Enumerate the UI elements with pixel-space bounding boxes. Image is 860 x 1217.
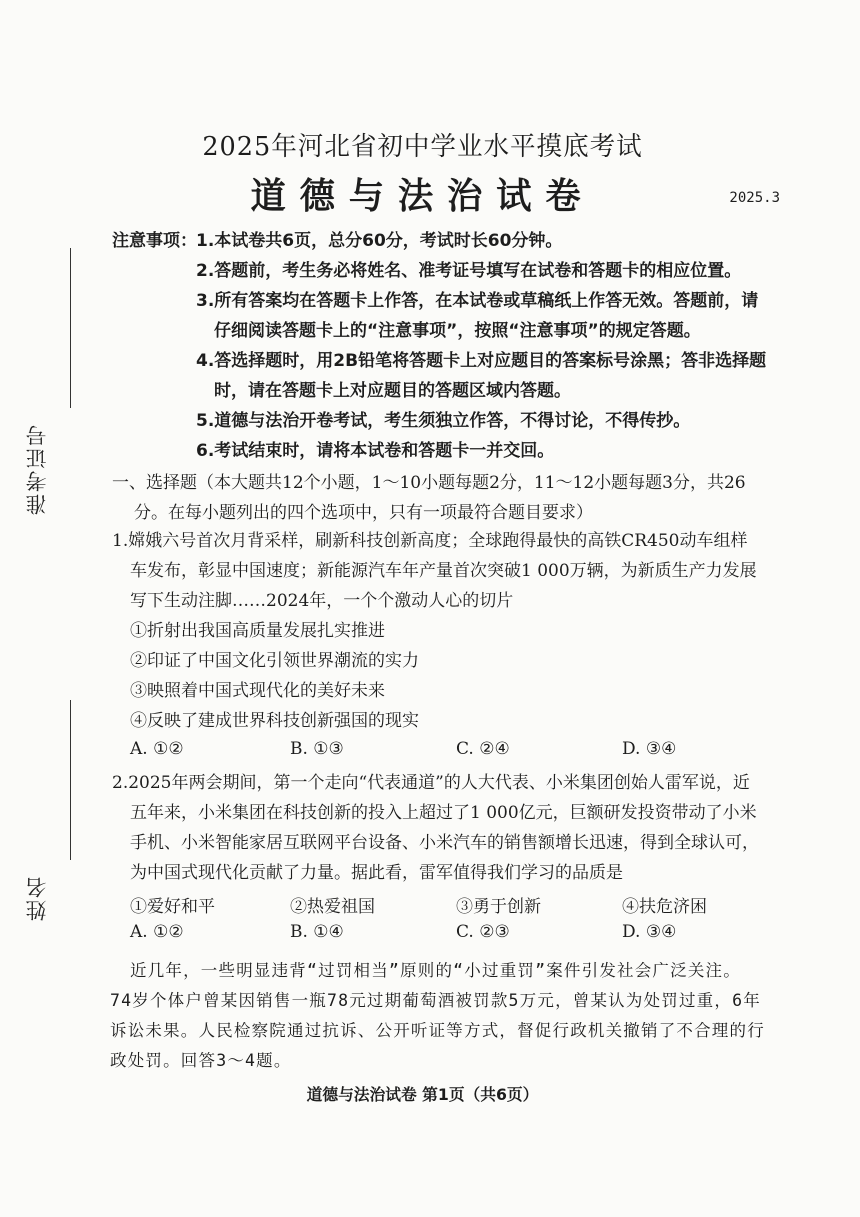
name-line — [70, 700, 71, 860]
q2-statement-1: ①爱好和平 — [130, 897, 215, 917]
q2-stem-line-1: 2.2025年两会期间，第一个走向“代表通道”的人大代表、小米集团创始人雷军说，近 — [112, 773, 750, 793]
q2-statement-4: ④扶危济困 — [622, 897, 707, 917]
name-label: 姓名 — [25, 875, 49, 921]
note-item-4-cont: 时，请在答题卡上对应题目的答题区域内答题。 — [214, 381, 571, 401]
q1-stem-line-1: 1.嫦娥六号首次月背采样，刷新科技创新高度；全球跑得最快的高铁CR450动车组样 — [112, 531, 748, 551]
material-line-1: 近几年，一些明显违背“过罚相当”原则的“小过重罚”案件引发社会广泛关注。 — [130, 961, 741, 980]
exam-date: 2025.3 — [729, 190, 780, 206]
q2-stem-line-2: 五年来，小米集团在科技创新的投入上超过了1 000亿元，巨额研发投资带动了小米 — [130, 803, 757, 823]
note-item-1: 1.本试卷共6页，总分60分，考试时长60分钟。 — [196, 231, 563, 251]
q2-option-c: C. ②③ — [456, 922, 510, 942]
material-line-2: 74岁个体户曾某因销售一瓶78元过期葡萄酒被罚款5万元，曾某认为处罚过重，6年 — [110, 991, 761, 1010]
q2-stem-line-4: 为中国式现代化贡献了力量。据此看，雷军值得我们学习的品质是 — [130, 863, 623, 883]
q1-statement-1: ①折射出我国高质量发展扎实推进 — [130, 621, 385, 641]
note-item-6: 6.考试结束时，请将本试卷和答题卡一并交回。 — [196, 441, 555, 461]
section-heading: 一、选择题（本大题共12个小题，1～10小题每题2分，11～12小题每题3分，共26 — [112, 473, 746, 493]
page-footer: 道德与法治试卷 第1页（共6页） — [306, 1085, 539, 1104]
q2-option-a: A. ①② — [130, 922, 184, 942]
exam-title: 2025年河北省初中学业水平摸底考试 — [202, 132, 643, 162]
note-item-3: 3.所有答案均在答题卡上作答，在本试卷或草稿纸上作答无效。答题前，请 — [196, 291, 759, 311]
subject-title: 道德与法治试卷 — [250, 176, 595, 217]
q1-statement-2: ②印证了中国文化引领世界潮流的实力 — [130, 651, 419, 671]
note-item-4: 4.答选择题时，用2B铅笔将答题卡上对应题目的答案标号涂黑；答非选择题 — [196, 351, 767, 371]
q2-option-d: D. ③④ — [622, 922, 677, 942]
q1-option-c: C. ②④ — [456, 739, 510, 759]
q1-statement-3: ③映照着中国式现代化的美好未来 — [130, 681, 385, 701]
material-line-4: 政处罚。回答3～4题。 — [110, 1051, 292, 1070]
q2-statement-3: ③勇于创新 — [456, 897, 541, 917]
q2-statement-2: ②热爱祖国 — [290, 897, 375, 917]
notes-label: 注意事项： — [112, 231, 197, 251]
q1-statement-4: ④反映了建成世界科技创新强国的现实 — [130, 711, 419, 731]
material-line-3: 诉讼未果。人民检察院通过抗诉、公开听证等方式，督促行政机关撤销了不合理的行 — [110, 1021, 765, 1040]
note-item-3-cont: 仔细阅读答题卡上的“注意事项”，按照“注意事项”的规定答题。 — [214, 321, 701, 341]
section-heading-cont: 分。在每小题列出的四个选项中，只有一项最符合题目要求） — [134, 503, 593, 523]
q1-stem-line-3: 写下生动注脚……2024年，一个个激动人心的切片 — [130, 591, 514, 611]
q1-option-a: A. ①② — [130, 739, 184, 759]
exam-id-label: 准考证号 — [25, 423, 49, 515]
exam-id-line — [70, 248, 71, 408]
note-item-2: 2.答题前，考生务必将姓名、准考证号填写在试卷和答题卡的相应位置。 — [196, 261, 742, 281]
q2-option-b: B. ①④ — [290, 922, 344, 942]
q1-option-d: D. ③④ — [622, 739, 677, 759]
q1-stem-line-2: 车发布，彰显中国速度；新能源汽车年产量首次突破1 000万辆，为新质生产力发展 — [130, 561, 757, 581]
q1-option-b: B. ①③ — [290, 739, 344, 759]
note-item-5: 5.道德与法治开卷考试，考生须独立作答，不得讨论，不得传抄。 — [196, 411, 691, 431]
q2-stem-line-3: 手机、小米智能家居互联网平台设备、小米汽车的销售额增长迅速，得到全球认可， — [130, 833, 759, 853]
